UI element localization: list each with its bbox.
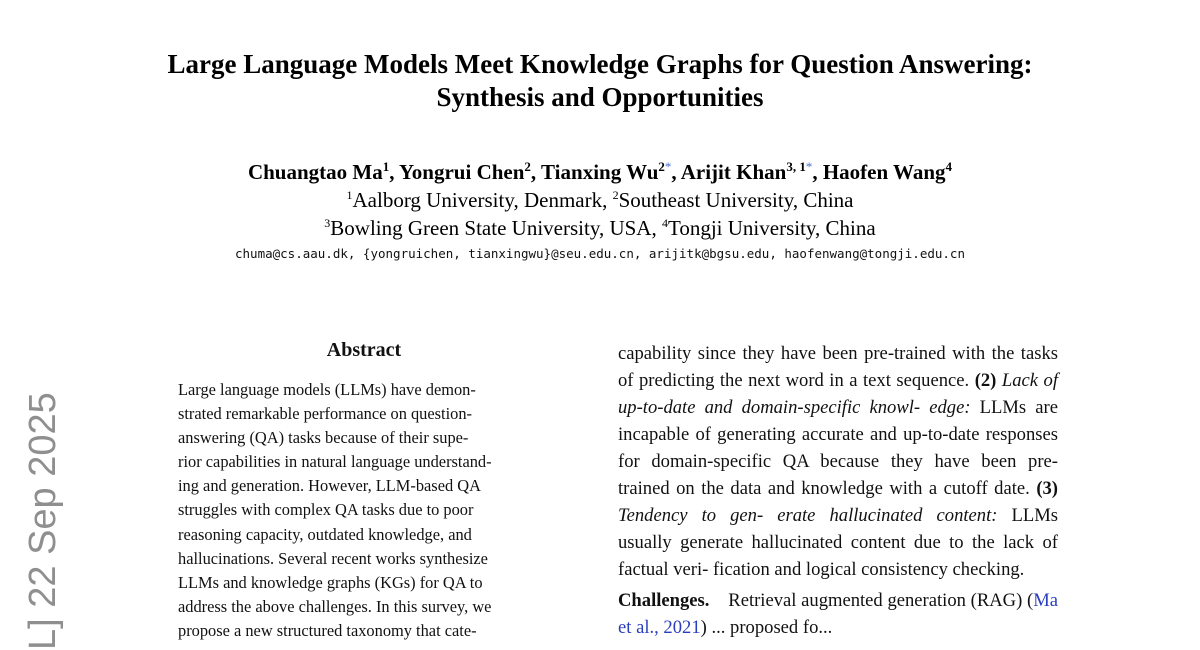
citation-link[interactable]: Ma et al., 2021 (618, 590, 1058, 638)
corresponding-author-mark: * (664, 159, 672, 174)
section-heading: Challenges. (618, 590, 710, 611)
corresponding-author-mark: * (805, 159, 813, 174)
author: Tianxing $Wu^{2*}$ (541, 159, 672, 184)
right-column-text (618, 340, 1058, 641)
paragraph: capability since they have been pre-trained with the tasks of predicting the next word in a text sequence. (2) Lack of up-to-date and domain-specific knowl- edge: LLMs are incapable of generating accurate and up-to-date responses for domain-specific QA because they have been pre-trained on the data and knowledge with a cutoff date. (3) Tendency to gen- erate hallucinated content: LLMs usually generate hallucinated content due to the lack of factual veri- fication and logical consistency checking. (618, 343, 1058, 580)
abstract-line: Large language models (LLMs) have demon- (178, 380, 476, 399)
abstract-line: hallucinations. Several recent works synthesize (178, 548, 488, 568)
affiliations-line-2: $^3$Bowling Green State University, USA, $^4$Tongji University, China (324, 216, 876, 240)
abstract-line: reasoning capacity, outdated knowledge, and (178, 524, 472, 544)
paragraph: Challenges. Retrieval augmented generation (RAG) (Ma et al., 2021) ... proposed fo... (618, 590, 1058, 638)
affiliations-line-1: $^1$Aalborg University, Denmark, $^2$Southeast University, China (346, 188, 854, 212)
abstract-body (178, 378, 550, 643)
abstract-line: rior capabilities in natural language understand- (178, 452, 492, 472)
abstract-line: ing and generation. However, LLM-based QA (178, 476, 481, 496)
abstract-line: propose a new structured taxonomy that cate- (178, 620, 477, 640)
abstract-heading: Abstract (326, 339, 402, 361)
abstract-line: LLMs and knowledge graphs (KGs) for QA to (178, 572, 483, 592)
paper-title-line-1: Large Language Models Meet Knowledge Graphs for Question Answering: (167, 49, 1033, 79)
abstract-line: struggles with complex QA tasks due to poor (178, 500, 474, 520)
author-emails: chuma@cs.aau.dk, {yongruichen, tianxingwu}@seu.edu.cn, arijitk@bgsu.edu, haofenwang@tongji.edu.cn (235, 246, 965, 261)
author: Chuangtao Ma$^1$ (247, 159, 390, 184)
author-list: Chuangtao Ma$^1$, Yongrui Chen$^2$, Tianxing $Wu^{2*}$, Arijit Khan$^{3, 1*}$, Haofen Wang$^4$ (247, 159, 953, 184)
author: Haofen Wang$^4$ (822, 159, 953, 184)
paper-title (0, 48, 1200, 114)
challenge-title: Tendency to gen- erate hallucinated content: (618, 505, 998, 526)
abstract-line: strated remarkable performance on question- (178, 404, 472, 424)
author: Arijit Khan$^{3, 1*}$ (680, 159, 813, 184)
paper-title-line-2: Synthesis and Opportunities (436, 82, 764, 112)
author: Yongrui Chen$^2$ (398, 159, 531, 184)
arxiv-side-stamp: L] 22 Sep 2025 (22, 392, 64, 650)
abstract-line: address the above challenges. In this survey, we (178, 596, 492, 616)
abstract-line: answering (QA) tasks because of their supe- (178, 428, 469, 448)
challenge-title: Lack of up-to-date and domain-specific knowl- edge: (618, 370, 1058, 418)
